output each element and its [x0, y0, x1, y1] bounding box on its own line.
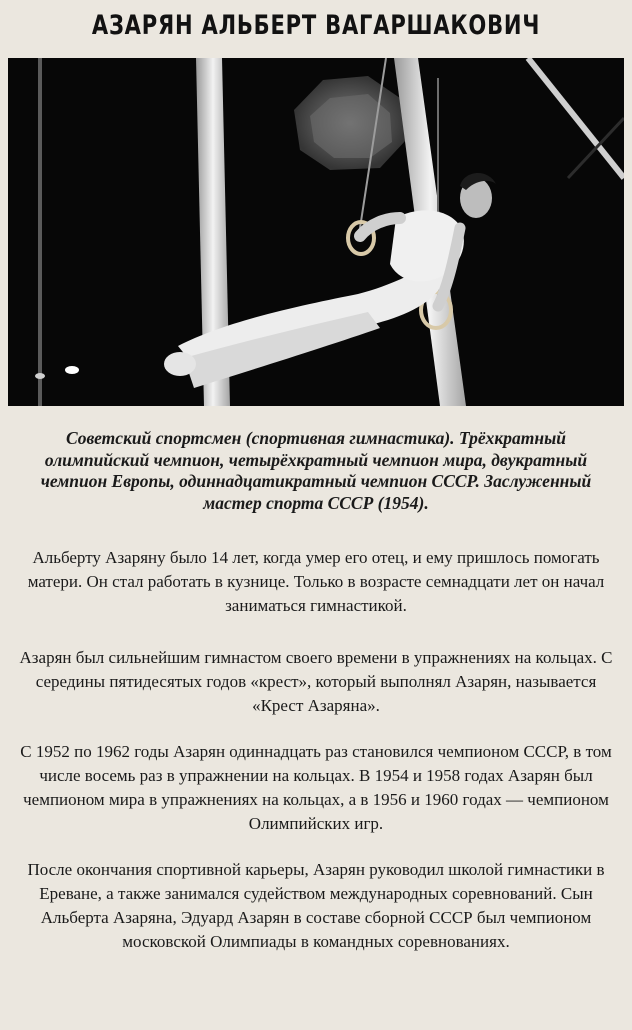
- paragraph-later-career: После окончания спортивной карьеры, Азарян руководил школой гимнастики в Ереване, а также занимался судейством международных соревнований. Сын Альберта Азаряна, Эдуард Азарян в составе сборной СССР был чемпионом московской Олимпиады в командных соревнованиях.: [27, 860, 605, 951]
- page-title: АЗАРЯН АЛЬБЕРТ ВАГАРШАКОВИЧ: [91, 10, 541, 41]
- lead-summary: Советский спортсмен (спортивная гимнастика). Трёхкратный олимпийский чемпион, четырёхкратный чемпион мира, двукратный чемпион Европы, одиннадцатикратный чемпион СССР. Заслуженный мастер спорта СССР (1954).: [40, 428, 592, 513]
- paragraph-childhood: Альберту Азаряну было 14 лет, когда умер его отец, и ему пришлось помогать матери. Он стал работать в кузнице. Только в возрасте семнадцати лет он начал заниматься гимнастикой.: [27, 548, 605, 615]
- paragraph-rings-cross: Азарян был сильнейшим гимнастом своего времени в упражнениях на кольцах. С середины пятидесятых годов «крест», который выполнял Азарян, называется «Крест Азаряна».: [19, 648, 613, 715]
- gymnast-photo: [8, 58, 624, 406]
- rings-gymnast-illustration: [8, 58, 624, 406]
- paragraph-championships: С 1952 по 1962 годы Азарян одиннадцать раз становился чемпионом СССР, в том числе восемь раз в упражнении на кольцах. В 1954 и 1958 годах Азарян был чемпионом мира в упражнениях на кольцах, а в 1956 и 1960 годах — чемпионом Олимпийских игр.: [20, 742, 612, 833]
